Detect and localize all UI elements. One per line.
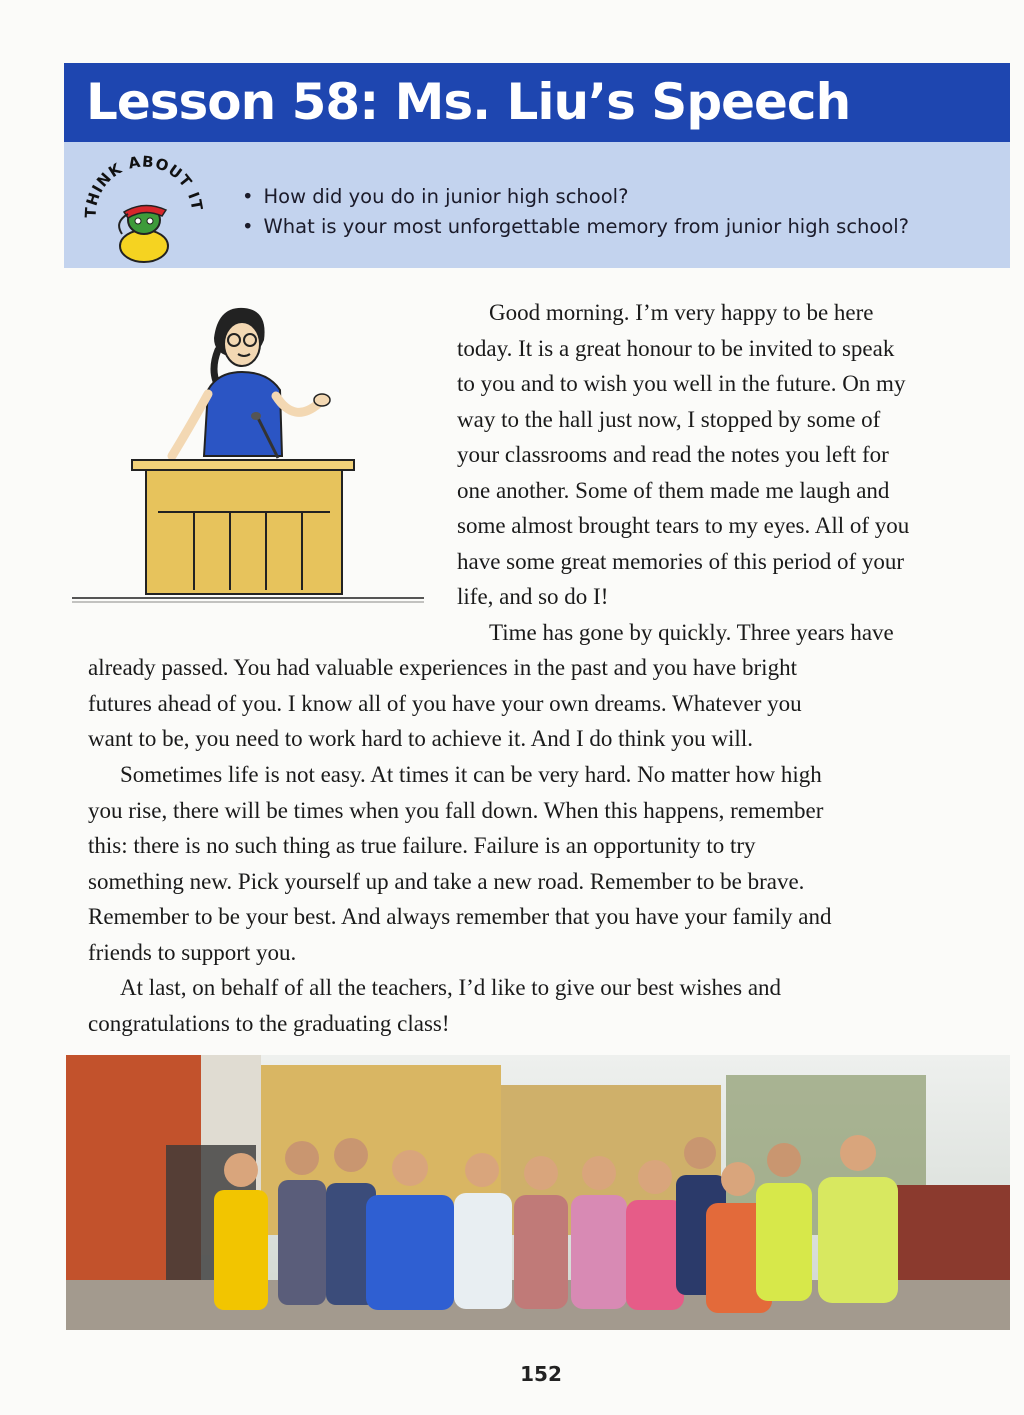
speech-paragraph-3	[88, 757, 1008, 970]
think-about-it-questions	[242, 182, 909, 242]
speech-line: some almost brought tears to my eyes. All of you	[457, 513, 910, 538]
speech-line: At last, on behalf of all the teachers, I’d like to give our best wishes and	[120, 975, 782, 1000]
speech-line: to you and to wish you well in the future. On my	[457, 371, 906, 396]
speech-line: congratulations to the graduating class!	[88, 1010, 450, 1036]
speech-line: your classrooms and read the notes you left for	[457, 442, 889, 467]
think-about-it-logo-icon	[74, 148, 214, 263]
teacher-at-podium-illustration	[68, 300, 430, 612]
think-about-it-logo-text: THINK ABOUT IT	[81, 152, 207, 219]
question-item: • What is your most unforgettable memory from junior high school?	[242, 212, 909, 242]
speech-paragraph-2	[88, 650, 1008, 757]
speech-line: already passed. You had valuable experiences in the past and you have bright	[88, 655, 797, 680]
speech-line: way to the hall just now, I stopped by some of	[457, 406, 881, 432]
speech-line: friends to support you.	[88, 939, 297, 965]
speech-line: this: there is no such thing as true failure. Failure is an opportunity to try	[88, 833, 756, 858]
speech-line: have some great memories of this period of your	[457, 548, 905, 574]
question-item: • How did you do in junior high school?	[242, 182, 909, 212]
speech-line: Time has gone by quickly. Three years have	[489, 619, 894, 645]
speech-line: you rise, there will be times when you fall down. When this happens, remember	[88, 797, 824, 823]
speech-paragraph-4	[88, 970, 1008, 1041]
graduating-class-photo	[66, 1055, 1010, 1330]
speech-line: Remember to be your best. And always remember that you have your family and	[88, 904, 832, 929]
speech-line: one another. Some of them made me laugh and	[457, 477, 890, 503]
think-about-it-box	[64, 142, 1010, 268]
page-number: 152	[520, 1362, 562, 1386]
speech-line: futures ahead of you. I know all of you have your own dreams. Whatever you	[88, 690, 802, 716]
speech-paragraph-1	[457, 295, 1007, 650]
lesson-title-bar	[64, 63, 1010, 142]
speech-line: Sometimes life is not easy. At times it can be very hard. No matter how high	[120, 762, 822, 787]
speech-line: Good morning. I’m very happy to be here	[489, 300, 874, 325]
speech-line: life, and so do I!	[457, 584, 609, 609]
lesson-title: Lesson 58: Ms. Liu’s Speech	[86, 73, 851, 131]
speech-line: something new. Pick yourself up and take a new road. Remember to be brave.	[88, 868, 805, 894]
speech-line: today. It is a great honour to be invited to speak	[457, 335, 895, 361]
speech-line: want to be, you need to work hard to achieve it. And I do think you will.	[88, 726, 753, 751]
